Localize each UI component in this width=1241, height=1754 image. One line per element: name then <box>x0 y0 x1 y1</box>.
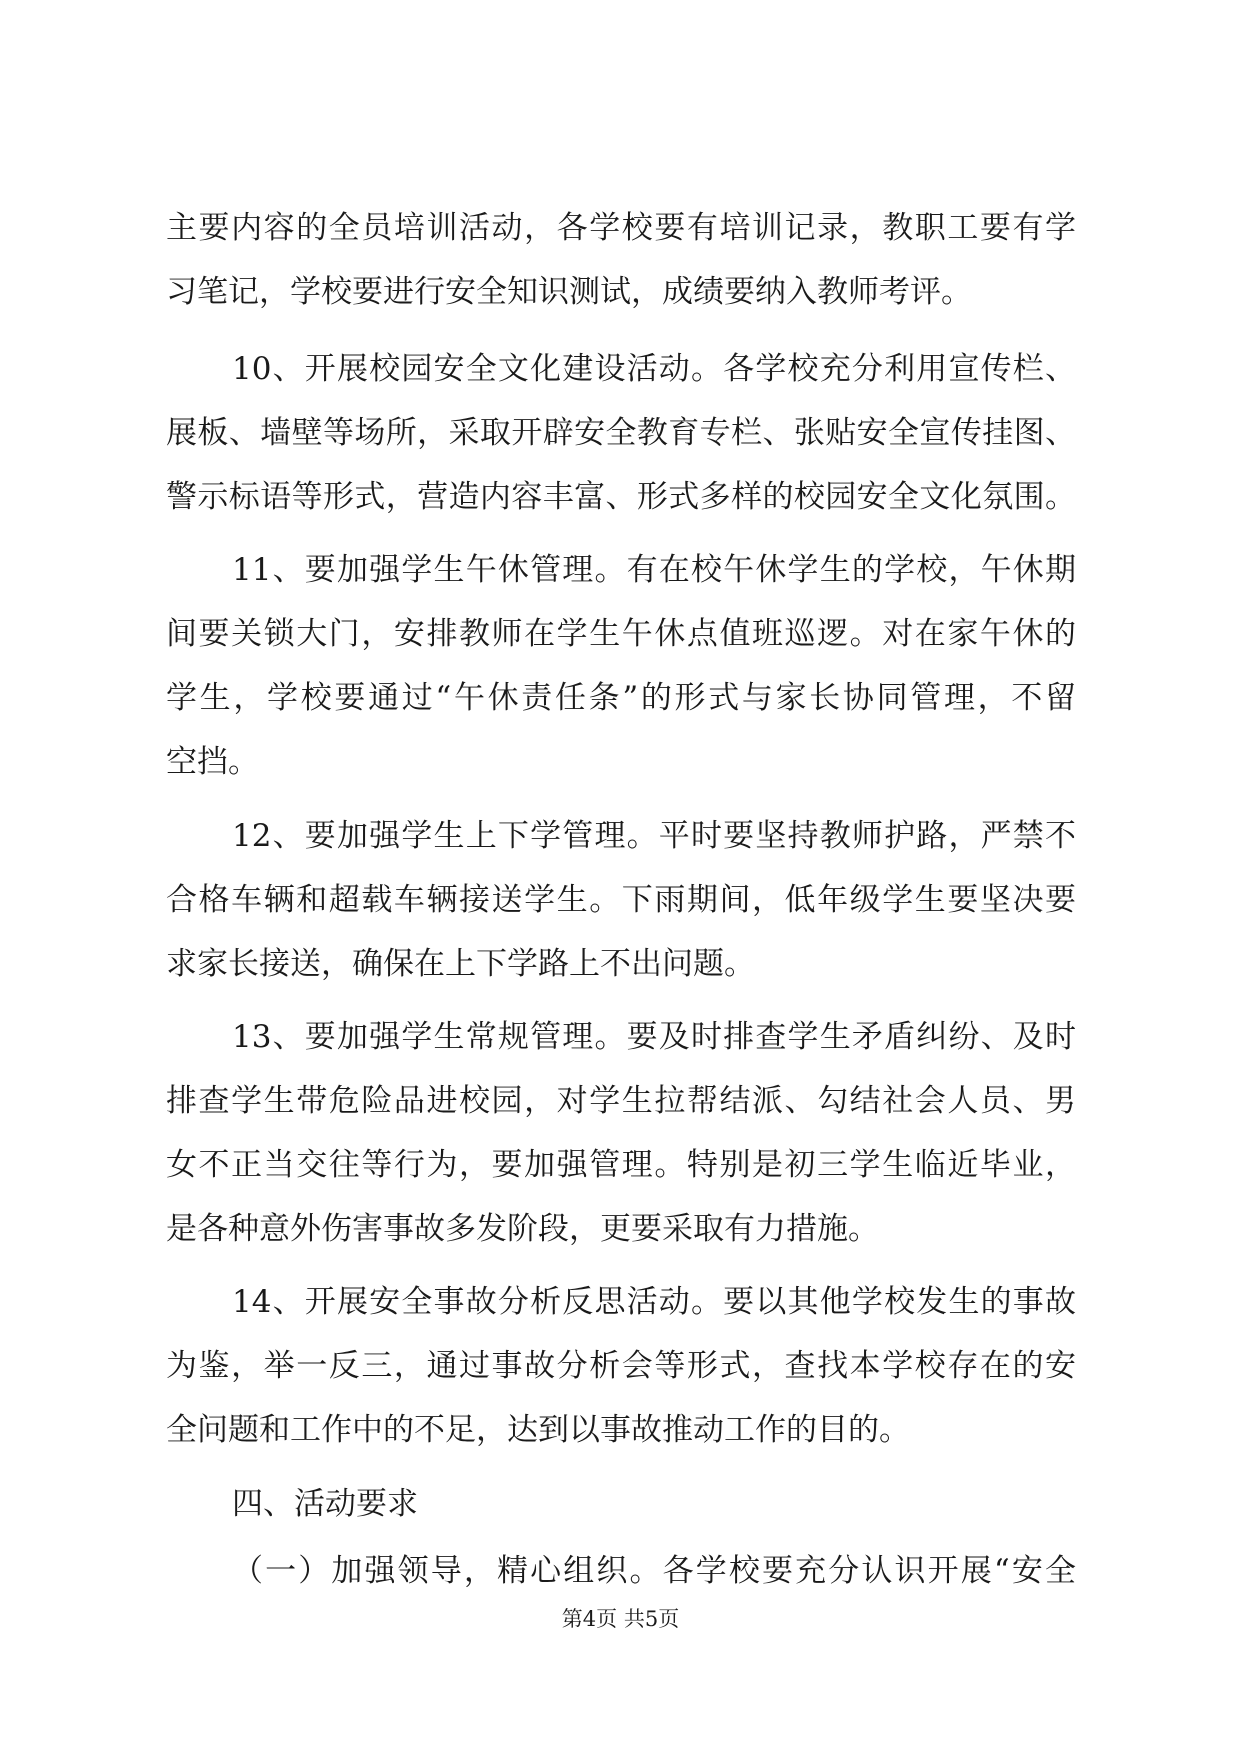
paragraph-start-line: 12、要加强学生上下学管理。平时要坚持教师护路，严禁不 <box>232 818 1076 854</box>
section-heading: 四、活动要求 <box>232 1486 418 1522</box>
text-line: 间要关锁大门，安排教师在学生午休点值班巡逻。对在家午休的 <box>166 616 1076 652</box>
text-line: 女不正当交往等行为，要加强管理。特别是初三学生临近毕业， <box>166 1147 1076 1183</box>
text-line: 学生，学校要通过“午休责任条”的形式与家长协同管理，不留 <box>166 680 1076 716</box>
text-line: 求家长接送，确保在上下学路上不出问题。 <box>166 946 755 982</box>
text-line: 警示标语等形式，营造内容丰富、形式多样的校园安全文化氛围。 <box>166 479 1076 515</box>
text-line: 是各种意外伤害事故多发阶段，更要采取有力措施。 <box>166 1211 879 1247</box>
page-number-footer: 第4页 共5页 <box>561 1607 680 1631</box>
text-line: 合格车辆和超载车辆接送学生。下雨期间，低年级学生要坚决要 <box>166 882 1076 918</box>
text-line: 主要内容的全员培训活动，各学校要有培训记录，教职工要有学 <box>166 210 1076 246</box>
paragraph-start-line: 11、要加强学生午休管理。有在校午休学生的学校，午休期 <box>232 552 1076 588</box>
text-line: 全问题和工作中的不足，达到以事故推动工作的目的。 <box>166 1412 910 1448</box>
text-line: 习笔记，学校要进行安全知识测试，成绩要纳入教师考评。 <box>166 274 972 310</box>
paragraph-start-line: （一）加强领导，精心组织。各学校要充分认识开展“安全 <box>232 1553 1076 1589</box>
paragraph-start-line: 13、要加强学生常规管理。要及时排查学生矛盾纠纷、及时 <box>232 1019 1076 1055</box>
paragraph-start-line: 10、开展校园安全文化建设活动。各学校充分利用宣传栏、 <box>232 351 1076 387</box>
paragraph-start-line: 14、开展安全事故分析反思活动。要以其他学校发生的事故 <box>232 1284 1076 1320</box>
text-line: 排查学生带危险品进校园，对学生拉帮结派、勾结社会人员、男 <box>166 1083 1076 1119</box>
text-line: 空挡。 <box>166 744 259 780</box>
text-line: 为鉴，举一反三，通过事故分析会等形式，查找本学校存在的安 <box>166 1348 1076 1384</box>
text-line: 展板、墙壁等场所，采取开辟安全教育专栏、张贴安全宣传挂图、 <box>166 415 1076 451</box>
